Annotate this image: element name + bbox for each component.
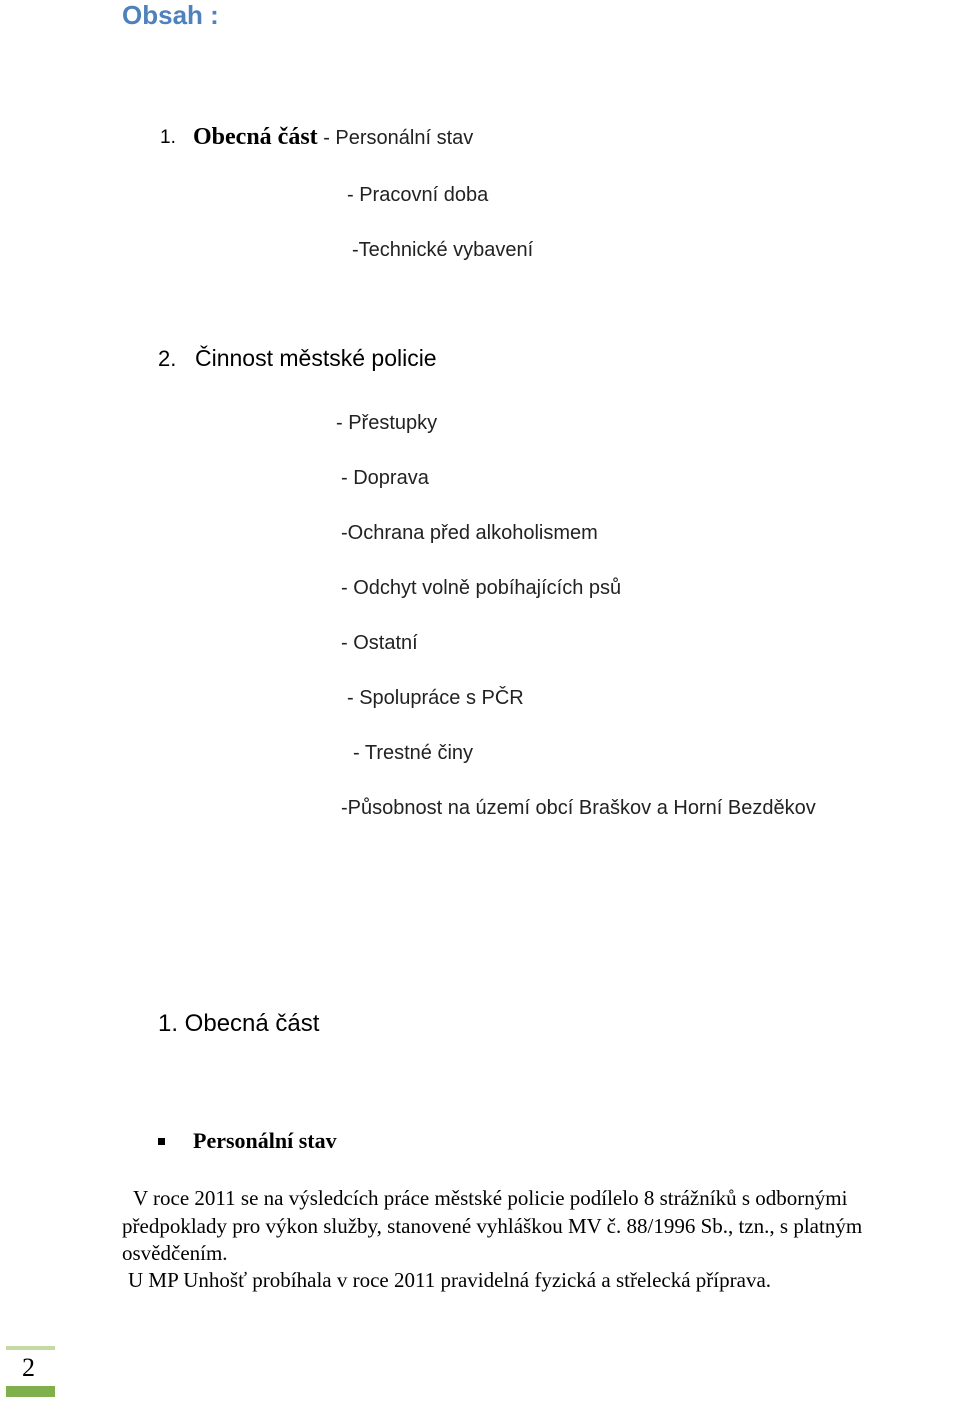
toc-item-1-title — [193, 124, 473, 151]
toc-item-1-sub-2: -Technické vybavení — [352, 239, 534, 261]
toc-item-2-sub-7: - Trestné činy — [353, 742, 474, 764]
toc-item-1-title-rest: - Personální stav — [317, 127, 474, 149]
toc-item-2-number: 2. — [158, 346, 177, 371]
toc-item-2-sub-1: - Přestupky — [336, 412, 438, 434]
toc-item-1-sub-1: - Pracovní doba — [347, 184, 489, 206]
toc-item-2-title: Činnost městské policie — [195, 345, 437, 371]
footer-bar-dark — [6, 1386, 55, 1397]
page-number: 2 — [22, 1353, 35, 1382]
toc-item-1-title-bold: Obecná část — [193, 124, 318, 150]
toc-item-2-sub-4: - Odchyt volně pobíhajících psů — [341, 577, 622, 599]
page-title: Obsah : — [122, 0, 219, 30]
bullet-square-icon — [158, 1138, 165, 1145]
paragraph-line-4: U MP Unhošť probíhala v roce 2011 pravidelná fyzická a střelecká příprava. — [128, 1268, 772, 1292]
bullet-label: Personální stav — [193, 1128, 337, 1153]
toc-item-2-sub-8: -Působnost na území obcí Braškov a Horní Bezděkov — [341, 797, 816, 819]
paragraph-line-1: V roce 2011 se na výsledcích práce městské policie podílelo 8 strážníků s odbornými — [133, 1186, 848, 1210]
paragraph-line-3: osvědčením. — [122, 1241, 228, 1265]
paragraph-line-2: předpoklady pro výkon služby, stanovené vyhláškou MV č. 88/1996 Sb., tzn., s platným — [122, 1214, 863, 1238]
toc-item-2-sub-5: - Ostatní — [341, 632, 418, 654]
toc-item-2-sub-3: -Ochrana před alkoholismem — [341, 522, 598, 544]
section-heading: 1. Obecná část — [158, 1010, 320, 1037]
toc-item-2-sub-6: - Spolupráce s PČR — [347, 687, 524, 709]
footer-bar-light — [6, 1346, 55, 1350]
toc-item-1-number: 1. — [160, 127, 176, 148]
toc-item-2-sub-2: - Doprava — [341, 467, 429, 489]
